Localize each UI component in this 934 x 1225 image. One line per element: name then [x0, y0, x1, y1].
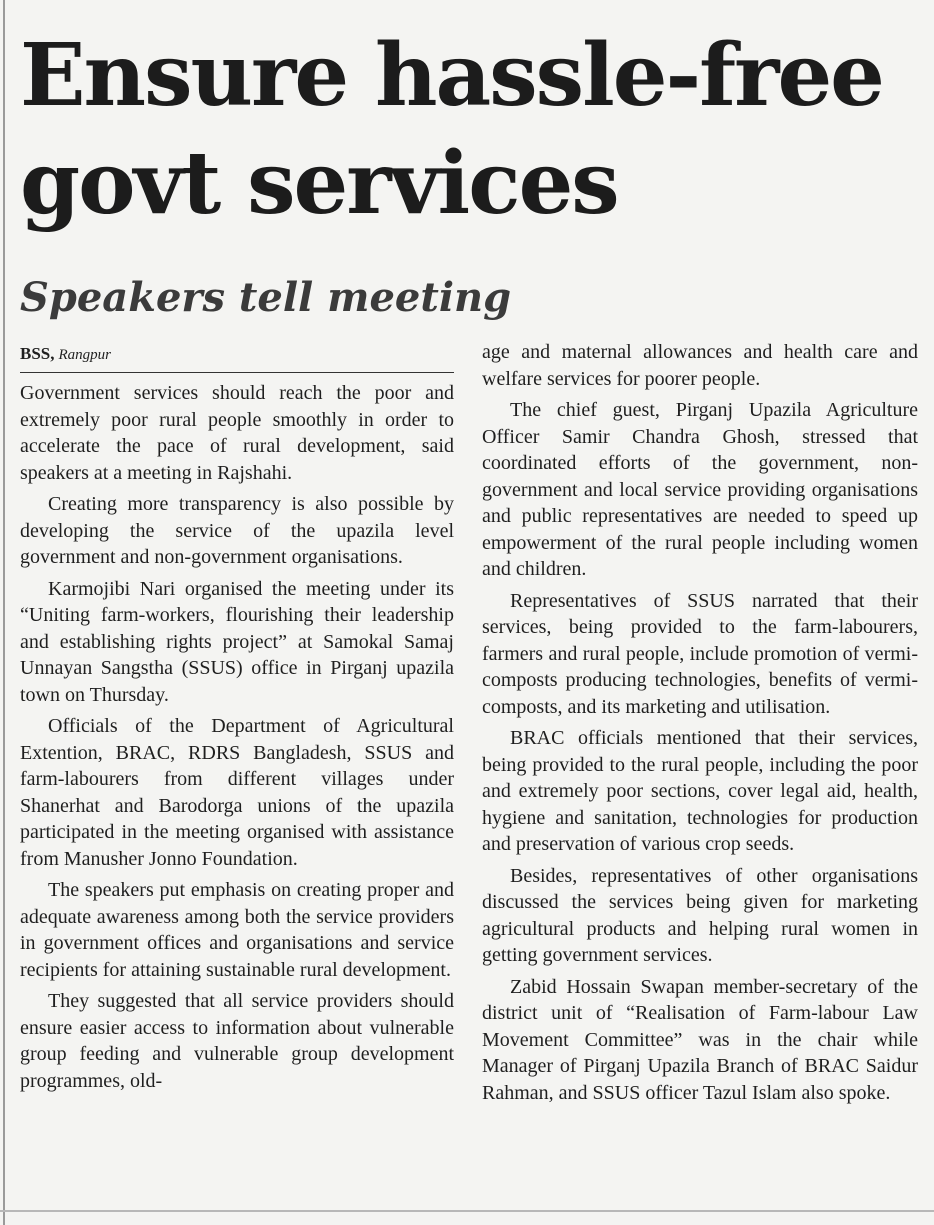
- paragraph: BRAC officials mentioned that their services, being provided to the rural people, including the poor and extremely poor sections, cover legal aid, health, hygiene and sanitation, technologies for production and preservation of various crop seeds.: [482, 727, 918, 855]
- byline: [20, 343, 111, 366]
- headline: Ensure hassle-free govt services: [20, 25, 883, 234]
- page-left-border: [3, 0, 5, 1225]
- paragraph: Representatives of SSUS narrated that their services, being provided to the farm-labourers, farmers and rural people, include promotion of vermi-composts producing technologies, benefits of vermi-composts, and its marketing and utilisation.: [482, 589, 918, 718]
- paragraph: Creating more transparency is also possible by developing the service of the upazila level government and non-government organisations.: [20, 493, 454, 568]
- paragraph: Karmojibi Nari organised the meeting under its “Uniting farm-workers, flourishing their leadership and establishing rights project” at Samokal Samaj Unnayan Sangstha (SSUS) office in Pirganj upazila town on Thursday.: [20, 577, 454, 706]
- paragraph: Officials of the Department of Agricultural Extention, BRAC, RDRS Bangladesh, SSUS and farm-labourers from different villages under Shanerhat and Barodorga unions of the upazila participated in the meeting organised with assistance from Manusher Jonno Foundation.: [20, 715, 454, 870]
- paragraph: Government services should reach the poor and extremely poor rural people smoothly in order to accelerate the pace of rural development, said speakers at a meeting in Rajshahi.: [20, 382, 454, 484]
- paragraph: They suggested that all service providers should ensure easier access to information about vulnerable group feeding and vulnerable group development programmes, old-: [20, 990, 454, 1092]
- paragraph: The chief guest, Pirganj Upazila Agriculture Officer Samir Chandra Ghosh, stressed that coordinated efforts of the government, non-government and local service providing organisations and public representatives are needed to speed up empowerment of the rural people including women and children.: [482, 399, 918, 580]
- byline-divider: [20, 372, 454, 373]
- subheadline: Speakers tell meeting: [20, 274, 512, 321]
- paragraph: Besides, representatives of other organisations discussed the services being given for marketing agricultural products and helping rural women in getting government services.: [482, 864, 918, 966]
- left-column: [20, 380, 454, 1099]
- paragraph: Zabid Hossain Swapan member-secretary of the district unit of “Realisation of Farm-labour Law Movement Committee” was in the chair while Manager of Pirganj Upazila Branch of BRAC Saidur Rahman, and SSUS officer Tazul Islam also spoke.: [482, 975, 918, 1104]
- page-bottom-border: [0, 1210, 934, 1212]
- byline-location: Rangpur: [58, 347, 111, 363]
- right-column: [482, 339, 918, 1111]
- byline-agency: BSS,: [20, 344, 55, 363]
- paragraph: age and maternal allowances and health care and welfare services for poorer people.: [482, 341, 918, 390]
- paragraph: The speakers put emphasis on creating proper and adequate awareness among both the service providers in government offices and organisations and service recipients for attaining sustainable rural development.: [20, 879, 454, 981]
